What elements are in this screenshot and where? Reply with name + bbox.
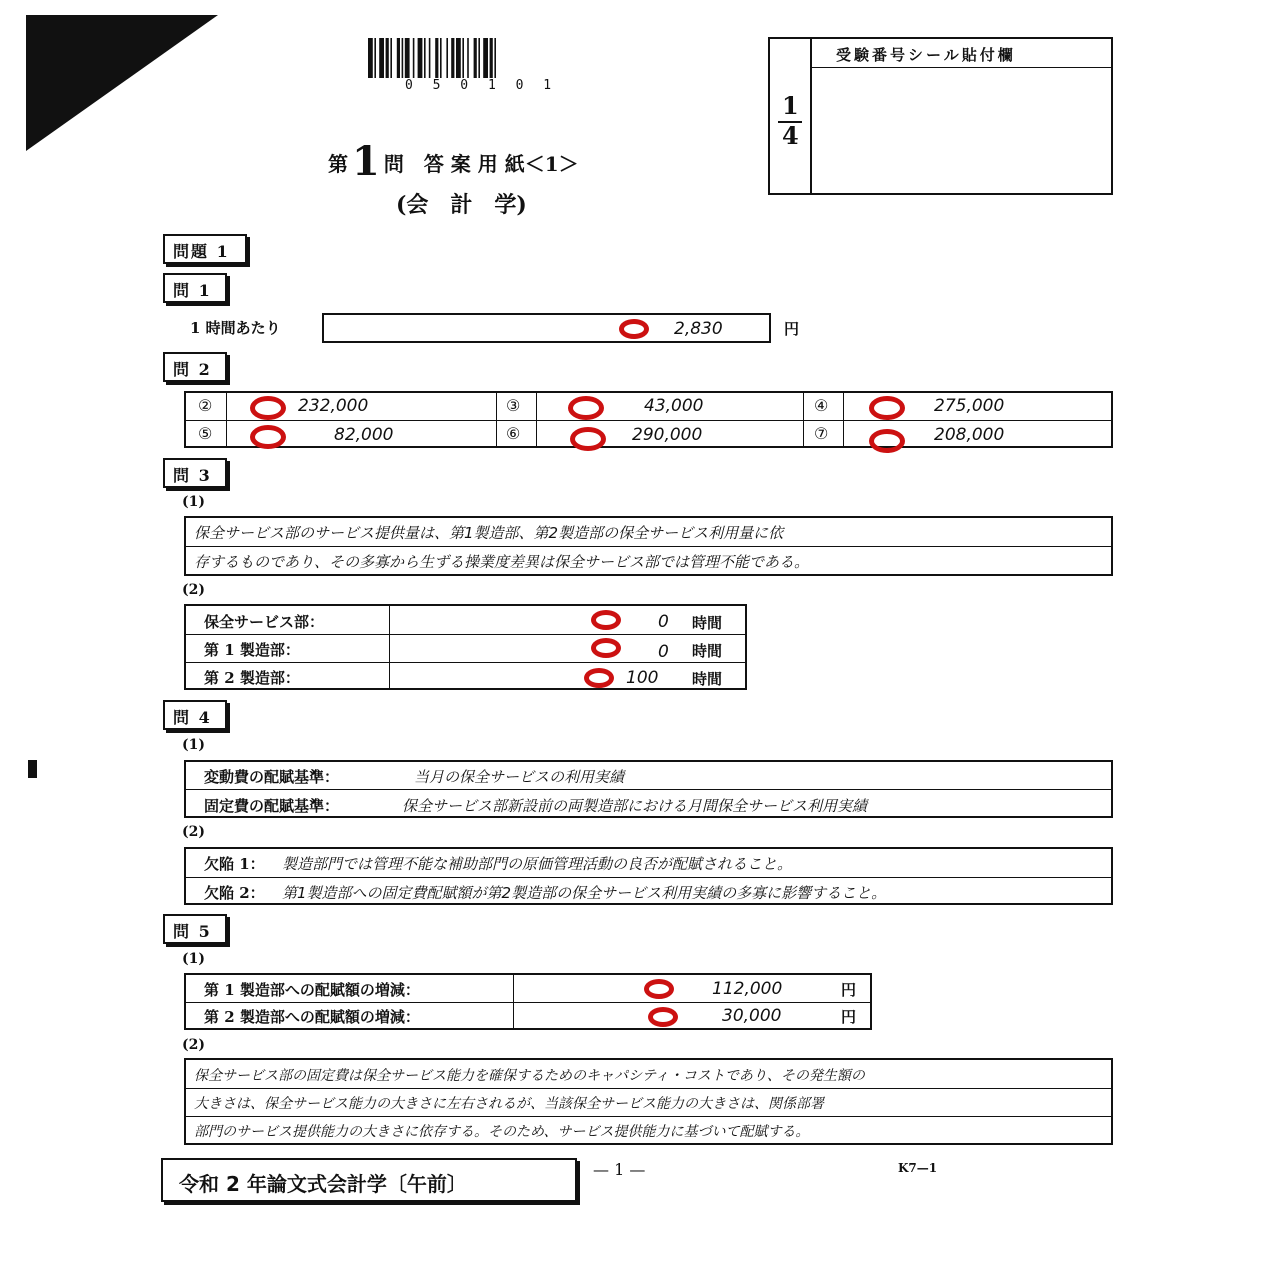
q1-unit: 円 bbox=[784, 320, 800, 338]
problem1-label: 問題 1 bbox=[163, 234, 247, 264]
q2-mark-4: ④ bbox=[814, 396, 829, 415]
page-fraction-num: 1 bbox=[782, 91, 799, 120]
subject-title: (会 計 学) bbox=[396, 192, 527, 218]
q3-row-unit-1: 時間 bbox=[692, 614, 723, 632]
q4-row1-value-1: 当月の保全サービスの利用実績 bbox=[414, 768, 625, 786]
q1-prefix: 1 時間あたり bbox=[190, 319, 281, 337]
correct-mark bbox=[619, 319, 649, 339]
q2-value-4: 275,000 bbox=[934, 396, 1005, 416]
q5-line-3: 部門のサービス提供能力の大きさに依存する。そのため、サービス提供能力に基づいて配賦する。 bbox=[194, 1124, 810, 1140]
q3-row-unit-3: 時間 bbox=[692, 670, 723, 688]
correct-mark bbox=[869, 396, 905, 420]
q3-row-label-1: 保全サービス部： bbox=[204, 613, 325, 631]
q2-mark-5: ⑤ bbox=[198, 424, 213, 443]
barcode-bars bbox=[368, 38, 608, 80]
footer-title-box bbox=[161, 1158, 577, 1202]
q4-part1-table bbox=[184, 760, 1113, 818]
q5-part2-label: (2) bbox=[182, 1037, 205, 1053]
footer-title: 令和 2 年論文式会計学〔午前〕 bbox=[179, 1172, 467, 1196]
correct-mark bbox=[250, 425, 286, 449]
q2-mark-6: ⑥ bbox=[506, 424, 521, 443]
q3-row-label-2: 第 1 製造部： bbox=[204, 641, 300, 659]
correct-mark bbox=[644, 979, 674, 999]
q2-value-6: 290,000 bbox=[632, 425, 703, 445]
q5-row-value-1: 112,000 bbox=[712, 979, 783, 999]
q2-mark-7: ⑦ bbox=[814, 424, 829, 443]
q2-value-7: 208,000 bbox=[934, 425, 1005, 445]
q4-row1-label-2: 固定費の配賦基準： bbox=[204, 797, 340, 815]
q2-value-2: 232,000 bbox=[298, 396, 369, 416]
q5-line-1: 保全サービス部の固定費は保全サービス能力を確保するためのキャパシティ・コストであり、その発生額の bbox=[194, 1068, 865, 1084]
q1-answer: 2,830 bbox=[674, 319, 723, 339]
correct-mark bbox=[591, 610, 621, 630]
q4-row1-value-2: 保全サービス部新設前の両製造部における月間保全サービス利用実績 bbox=[402, 797, 868, 815]
q3-row-value-1: 0 bbox=[658, 612, 669, 632]
q3-row-value-3: 100 bbox=[626, 668, 659, 688]
q3-row-label-3: 第 2 製造部： bbox=[204, 669, 300, 687]
q4-part2-label: (2) bbox=[182, 824, 205, 840]
title-number: 1 bbox=[352, 138, 380, 185]
q3-part1-answer bbox=[184, 516, 1113, 576]
page-title bbox=[328, 138, 579, 185]
q5-row-unit-1: 円 bbox=[841, 981, 857, 999]
q3-line-1: 保全サービス部のサービス提供量は、第1製造部、第2製造部の保全サービス利用量に依 bbox=[194, 524, 784, 542]
correct-mark bbox=[869, 429, 905, 453]
correct-mark bbox=[591, 638, 621, 658]
q3-part2-table bbox=[184, 604, 747, 690]
q5-row-label-1: 第 1 製造部への配賦額の増減： bbox=[204, 981, 420, 999]
barcode bbox=[368, 38, 608, 80]
q3-row-unit-2: 時間 bbox=[692, 642, 723, 660]
q5-part2-answer bbox=[184, 1058, 1113, 1145]
correct-mark bbox=[584, 668, 614, 688]
q3-part1-label: (1) bbox=[182, 494, 205, 510]
q2-answer-grid bbox=[184, 391, 1113, 448]
sticker-box bbox=[768, 37, 1113, 195]
side-mark bbox=[28, 760, 37, 778]
q4-row2-value-1: 製造部門では管理不能な補助部門の原価管理活動の良否が配賦されること。 bbox=[282, 855, 793, 873]
q5-row-value-2: 30,000 bbox=[722, 1006, 782, 1026]
q4-part1-label: (1) bbox=[182, 737, 205, 753]
q4-row1-label-1: 変動費の配賦基準： bbox=[204, 768, 340, 786]
q3-row-value-2: 0 bbox=[658, 642, 669, 662]
q2-mark-3: ③ bbox=[506, 396, 521, 415]
correct-mark bbox=[250, 396, 286, 420]
sticker-label: 受験番号シール貼付欄 bbox=[836, 46, 1016, 64]
q2-mark-2: ② bbox=[198, 396, 213, 415]
q3-part2-label: (2) bbox=[182, 582, 205, 598]
q5-row-unit-2: 円 bbox=[841, 1008, 857, 1026]
correct-mark bbox=[648, 1007, 678, 1027]
q3-line-2: 存するものであり、その多寡から生ずる操業度差異は保全サービス部では管理不能である。 bbox=[194, 553, 810, 571]
q4-row2-label-1: 欠陥 1： bbox=[204, 855, 265, 873]
q2-value-5: 82,000 bbox=[334, 425, 394, 445]
q2-value-3-shown: 43,000 bbox=[644, 396, 704, 416]
corner-triangle-mark bbox=[26, 15, 218, 151]
correct-mark bbox=[568, 396, 604, 420]
q1-answer-box bbox=[322, 313, 771, 343]
title-rest: 問 答 案 用 紙＜1＞ bbox=[383, 152, 579, 176]
q1-label: 問 1 bbox=[163, 273, 227, 303]
q5-line-2: 大きさは、保全サービス能力の大きさに左右されるが、当該保全サービス能力の大きさは、関係部署 bbox=[194, 1096, 824, 1112]
q5-row-label-2: 第 2 製造部への配賦額の増減： bbox=[204, 1008, 420, 1026]
footer-page: — 1 — bbox=[593, 1160, 646, 1179]
q5-label: 問 5 bbox=[163, 914, 227, 944]
page-fraction-den: 4 bbox=[782, 121, 799, 150]
q4-row2-label-2: 欠陥 2： bbox=[204, 884, 265, 902]
q4-row2-value-2: 第1製造部への固定費配賦額が第2製造部の保全サービス利用実績の多寡に影響すること。 bbox=[282, 884, 887, 902]
q4-part2-table bbox=[184, 847, 1113, 905]
q2-label: 問 2 bbox=[163, 352, 227, 382]
correct-mark bbox=[570, 427, 606, 451]
barcode-number: 0 5 0 1 0 1 bbox=[405, 78, 558, 93]
q5-part1-table bbox=[184, 973, 872, 1030]
q3-label: 問 3 bbox=[163, 458, 227, 488]
q5-part1-label: (1) bbox=[182, 951, 205, 967]
title-prefix: 第 bbox=[328, 152, 348, 176]
q4-label: 問 4 bbox=[163, 700, 227, 730]
footer-code: K7—1 bbox=[898, 1161, 938, 1175]
